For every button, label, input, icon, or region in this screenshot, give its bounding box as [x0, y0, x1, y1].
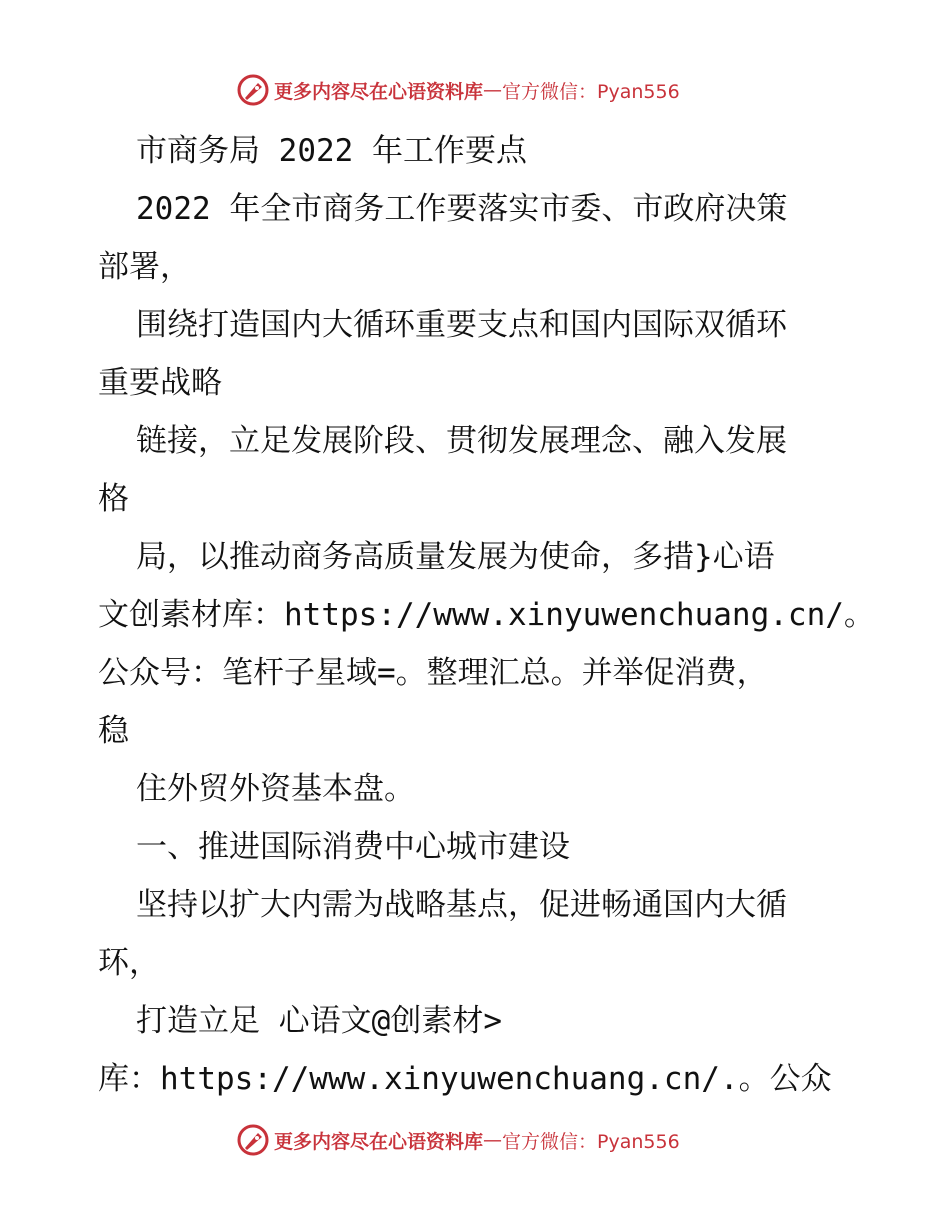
banner-title: 更多内容尽在心语资料库 [274, 1130, 484, 1153]
pen-nib-logo-icon [236, 1123, 270, 1157]
banner-wechat: 官方微信：Pyan556 [502, 80, 680, 103]
header-watermark-banner [236, 72, 680, 108]
text-line: 链接，立足发展阶段、贯彻发展理念、融入发展 [136, 423, 787, 459]
text-line: 稳 [98, 713, 129, 749]
text-line: 公众号：笔杆子星域=。整理汇总。并举促消费， [98, 655, 768, 691]
document-body [98, 122, 875, 1108]
pen-nib-logo-icon [236, 73, 270, 107]
text-line: 市商务局 2022 年工作要点 [136, 133, 527, 169]
text-line: 格 [98, 481, 129, 517]
text-line: 部署， [98, 249, 191, 285]
text-line: 一、推进国际消费中心城市建设 [136, 829, 570, 865]
text-line: 库：https://www.xinyuwenchuang.cn/.。公众 [98, 1061, 832, 1097]
text-line: 环， [98, 945, 160, 981]
banner-dash: — [483, 79, 503, 101]
text-line: 2022 年全市商务工作要落实市委、市政府决策 [136, 191, 788, 227]
text-line: 重要战略 [98, 365, 222, 401]
text-line: 坚持以扩大内需为战略基点，促进畅通国内大循 [136, 887, 787, 923]
banner-title: 更多内容尽在心语资料库 [274, 80, 484, 103]
text-line: 住外贸外资基本盘。 [136, 771, 415, 807]
text-line: 局，以推动商务高质量发展为使命，多措}心语 [136, 539, 775, 575]
banner-wechat: 官方微信：Pyan556 [502, 1130, 680, 1153]
banner-dash: — [483, 1129, 503, 1151]
text-line: 围绕打造国内大循环重要支点和国内国际双循环 [136, 307, 787, 343]
text-line: 打造立足 心语文@创素材> [136, 1003, 502, 1039]
footer-watermark-banner [236, 1122, 680, 1158]
text-line: 文创素材库：https://www.xinyuwenchuang.cn/。 [98, 597, 875, 633]
